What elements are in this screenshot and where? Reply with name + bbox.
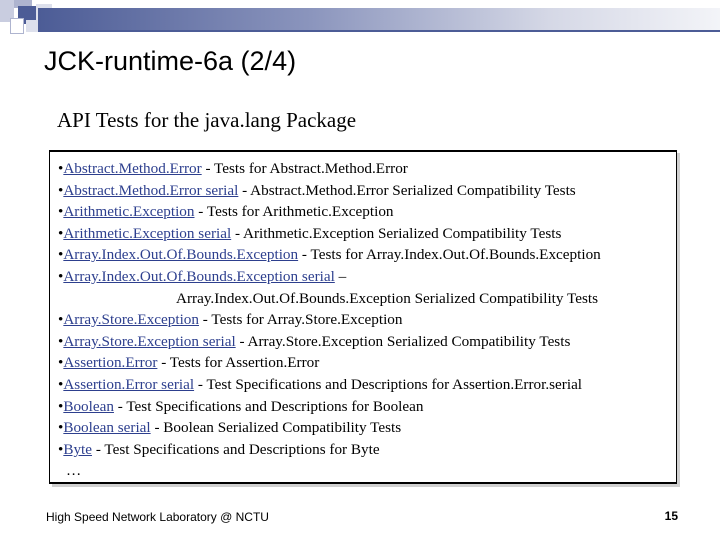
- test-link[interactable]: Assertion.Error serial: [63, 375, 195, 393]
- list-item: [58, 352, 672, 374]
- test-description-continued: Array.Index.Out.Of.Bounds.Exception Serialized Compatibility Tests: [176, 289, 598, 307]
- header-bar: [38, 8, 720, 30]
- bullet: •: [58, 311, 64, 329]
- bullet: •: [58, 419, 64, 437]
- list-ellipsis: …: [66, 462, 82, 480]
- bullet: •: [58, 354, 64, 372]
- test-link[interactable]: Byte: [63, 440, 93, 458]
- slide-subtitle: API Tests for the java.lang Package: [57, 108, 357, 132]
- list-item: [58, 180, 672, 202]
- list-item: [58, 223, 672, 245]
- bullet: •: [58, 440, 64, 458]
- test-link[interactable]: Assertion.Error: [63, 354, 158, 372]
- test-link[interactable]: Array.Store.Exception serial: [63, 332, 236, 350]
- bullet: •: [58, 203, 64, 221]
- list-item: [58, 439, 672, 461]
- test-link[interactable]: Abstract.Method.Error: [63, 160, 202, 177]
- list-item: [58, 374, 672, 396]
- test-link[interactable]: Abstract.Method.Error serial: [63, 181, 239, 199]
- list-item: [58, 331, 672, 353]
- test-description: - Tests for Array.Store.Exception: [198, 311, 403, 329]
- test-link[interactable]: Boolean: [63, 397, 114, 415]
- corner-decoration: [10, 18, 24, 34]
- list-item: [58, 201, 672, 223]
- list-item: [58, 309, 672, 331]
- test-description: - Tests for Arithmetic.Exception: [194, 203, 394, 221]
- content-box: [49, 150, 677, 484]
- test-link[interactable]: Array.Store.Exception: [63, 311, 199, 329]
- slide-title: JCK-runtime-6a (2/4): [44, 46, 297, 76]
- test-description: - Boolean Serialized Compatibility Tests: [150, 419, 402, 437]
- test-list: [58, 158, 672, 482]
- bullet: •: [58, 375, 64, 393]
- test-description: - Tests for Abstract.Method.Error: [201, 160, 408, 177]
- bullet: •: [58, 332, 64, 350]
- bullet: •: [58, 246, 64, 264]
- list-item: [58, 266, 672, 309]
- corner-decoration: [26, 20, 38, 32]
- bullet: •: [58, 160, 64, 177]
- test-description: - Array.Store.Exception Serialized Compatibility Tests: [235, 332, 571, 350]
- bullet: •: [58, 224, 64, 242]
- test-description: - Tests for Array.Index.Out.Of.Bounds.Exception: [298, 246, 601, 264]
- test-link[interactable]: Array.Index.Out.Of.Bounds.Exception: [63, 246, 299, 264]
- list-item: [58, 158, 672, 180]
- list-item: [58, 244, 672, 266]
- bullet: •: [58, 397, 64, 415]
- bullet: •: [58, 267, 64, 285]
- test-description: –: [334, 267, 347, 285]
- bullet: •: [58, 181, 64, 199]
- test-link[interactable]: Boolean serial: [63, 419, 151, 437]
- list-item: [58, 417, 672, 439]
- header-divider: [38, 30, 720, 32]
- test-description: - Tests for Assertion.Error: [157, 354, 320, 372]
- test-description: - Test Specifications and Descriptions for Byte: [92, 440, 380, 458]
- test-description: - Test Specifications and Descriptions for Boolean: [113, 397, 424, 415]
- test-description: - Test Specifications and Descriptions for Assertion.Error.serial: [194, 375, 583, 393]
- footer-text: High Speed Network Laboratory @ NCTU: [46, 510, 269, 524]
- page-number: 15: [664, 509, 678, 523]
- test-description: - Abstract.Method.Error Serialized Compatibility Tests: [238, 181, 576, 199]
- test-link[interactable]: Arithmetic.Exception serial: [63, 224, 232, 242]
- test-description: - Arithmetic.Exception Serialized Compatibility Tests: [231, 224, 562, 242]
- list-item: [58, 396, 672, 418]
- test-link[interactable]: Array.Index.Out.Of.Bounds.Exception serial: [63, 267, 335, 285]
- test-link[interactable]: Arithmetic.Exception: [63, 203, 195, 221]
